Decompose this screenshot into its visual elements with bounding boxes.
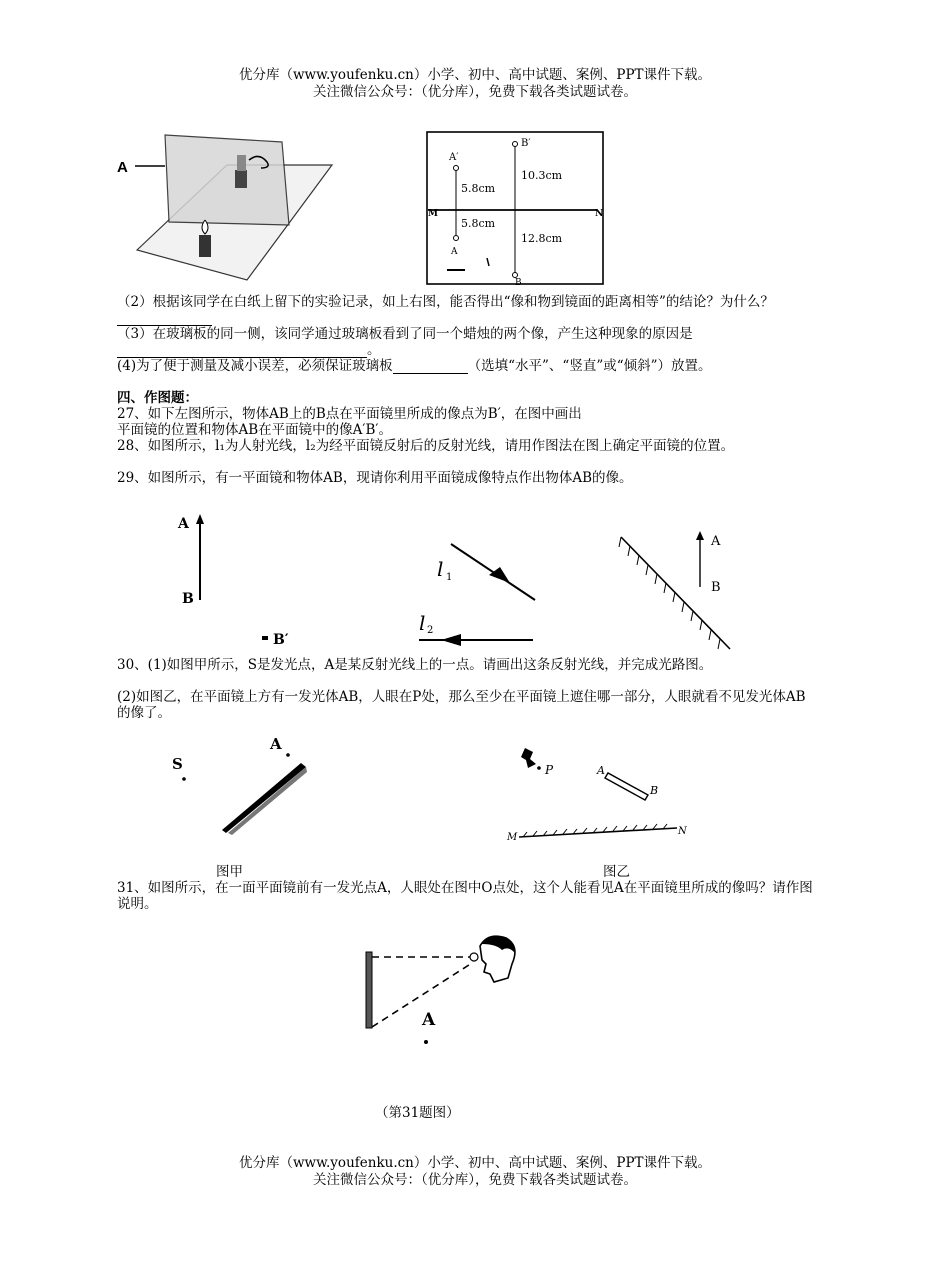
fig27-object-ab <box>170 510 290 650</box>
dist-5-8-lower: 5.8cm <box>461 217 496 230</box>
label-b-prime: B′ <box>521 138 531 149</box>
q29-text: 29、如图所示，有一平面镜和物体AB，现请你利用平面镜成像特点作出物体AB的像。 <box>117 470 633 486</box>
candle <box>199 235 211 257</box>
mirror <box>366 952 372 1028</box>
dist-12-8: 12.8cm <box>521 232 563 245</box>
fig30b-mirror <box>505 742 690 847</box>
fig30a-caption: 图甲 <box>216 864 243 880</box>
answer-blank[interactable] <box>117 311 212 326</box>
label-a: A <box>422 1010 436 1030</box>
header-line-1: 优分库（www.youfenku.cn）小学、初中、高中试题、案例、PPT课件下载。 <box>238 67 712 83</box>
dist-5-8-upper: 5.8cm <box>461 182 496 195</box>
label-a: A <box>597 764 605 777</box>
q26-part2: （2）根据该同学在白纸上留下的实验记录，如上右图，能否得出“像和物到镜面的距离相等”的结论？为什么？ <box>117 294 817 326</box>
section-4-title: 四、作图题： <box>117 390 198 406</box>
answer-blank[interactable] <box>393 359 468 374</box>
q27-line2: 平面镜的位置和物体AB在平面镜中的像A′B′。 <box>117 422 392 438</box>
footer-line-2: 关注微信公众号：（优分库），免费下载各类试题试卷。 <box>313 1172 637 1188</box>
q31-text: 31、如图所示，在一面平面镜前有一发光点A，人眼处在图中O点处，这个人能看见A在平面镜里所成的像吗？请作图说明。 <box>117 880 813 912</box>
label-a: A <box>117 159 128 176</box>
answer-blank[interactable] <box>117 343 367 358</box>
header-line-2: 关注微信公众号：（优分库），免费下载各类试题试卷。 <box>313 84 637 100</box>
label-s: S <box>172 755 183 773</box>
label-b-prime: B′ <box>273 632 289 648</box>
fig29-mirror-ab <box>615 525 745 655</box>
label-n: N <box>678 826 687 837</box>
label-l2: l <box>419 611 426 635</box>
fig30a-mirror <box>170 735 315 840</box>
dist-10-3: 10.3cm <box>521 169 563 182</box>
label-a: A <box>270 735 282 753</box>
label-m: M <box>428 209 438 219</box>
footer-line-1: 优分库（www.youfenku.cn）小学、初中、高中试题、案例、PPT课件下载。 <box>238 1155 712 1171</box>
label-b: B <box>182 591 194 607</box>
label-l1: l <box>437 557 444 581</box>
label-p: P <box>545 763 554 777</box>
ray-l1 <box>451 544 535 600</box>
glass-plate <box>165 135 289 225</box>
glass-plate-experiment-figure <box>117 130 332 288</box>
candle-image <box>235 170 247 188</box>
q26-part4: (4)为了便于测量及减小误差，必须保证玻璃板 （选填“水平”、“竖直”或“倾斜”）放置。 <box>117 358 712 374</box>
label-a: A <box>711 534 721 549</box>
label-sub2: 2 <box>427 625 434 636</box>
record-sheet-figure <box>425 130 605 288</box>
label-sub1: 1 <box>446 572 453 583</box>
label-m: M <box>507 832 518 843</box>
label-n: N <box>595 209 604 219</box>
label-b: B <box>650 784 659 797</box>
q26-part3: （3）在玻璃板的同一侧，该同学通过玻璃板看到了同一个蜡烛的两个像，产生这种现象的原因是。 <box>117 326 693 358</box>
label-b: B <box>711 580 721 595</box>
q27-line1: 27、如下左图所示，物体AB上的B点在平面镜里所成的像点为B′，在图中画出 <box>117 406 582 422</box>
label-a: A <box>178 516 189 532</box>
fig30b-caption: 图乙 <box>603 864 630 880</box>
fig31-mirror-eye <box>362 930 522 1055</box>
mirror <box>222 763 306 833</box>
label-a: A <box>451 247 458 257</box>
q28-text: 28、如图所示，l₁为人射光线，l₂为经平面镜反射后的反射光线，请用作图法在图上确定平面镜的位置。 <box>117 438 735 454</box>
label-a-prime: A′ <box>449 152 459 163</box>
object-ab <box>605 773 648 800</box>
q30-part1: 30、(1)如图甲所示，S是发光点，A是某反射光线上的一点。请画出这条反射光线，并完成光路图。 <box>117 657 713 673</box>
q30-part2: (2)如图乙，在平面镜上方有一发光体AB，人眼在P处，那么至少在平面镜上遮住哪一部分，人眼就看不见发光体AB的像了。 <box>117 689 806 721</box>
label-b: B <box>515 278 522 288</box>
fig31-caption: （第31题图） <box>375 1105 460 1121</box>
fig28-rays <box>415 540 540 650</box>
human-head-icon <box>470 936 515 982</box>
